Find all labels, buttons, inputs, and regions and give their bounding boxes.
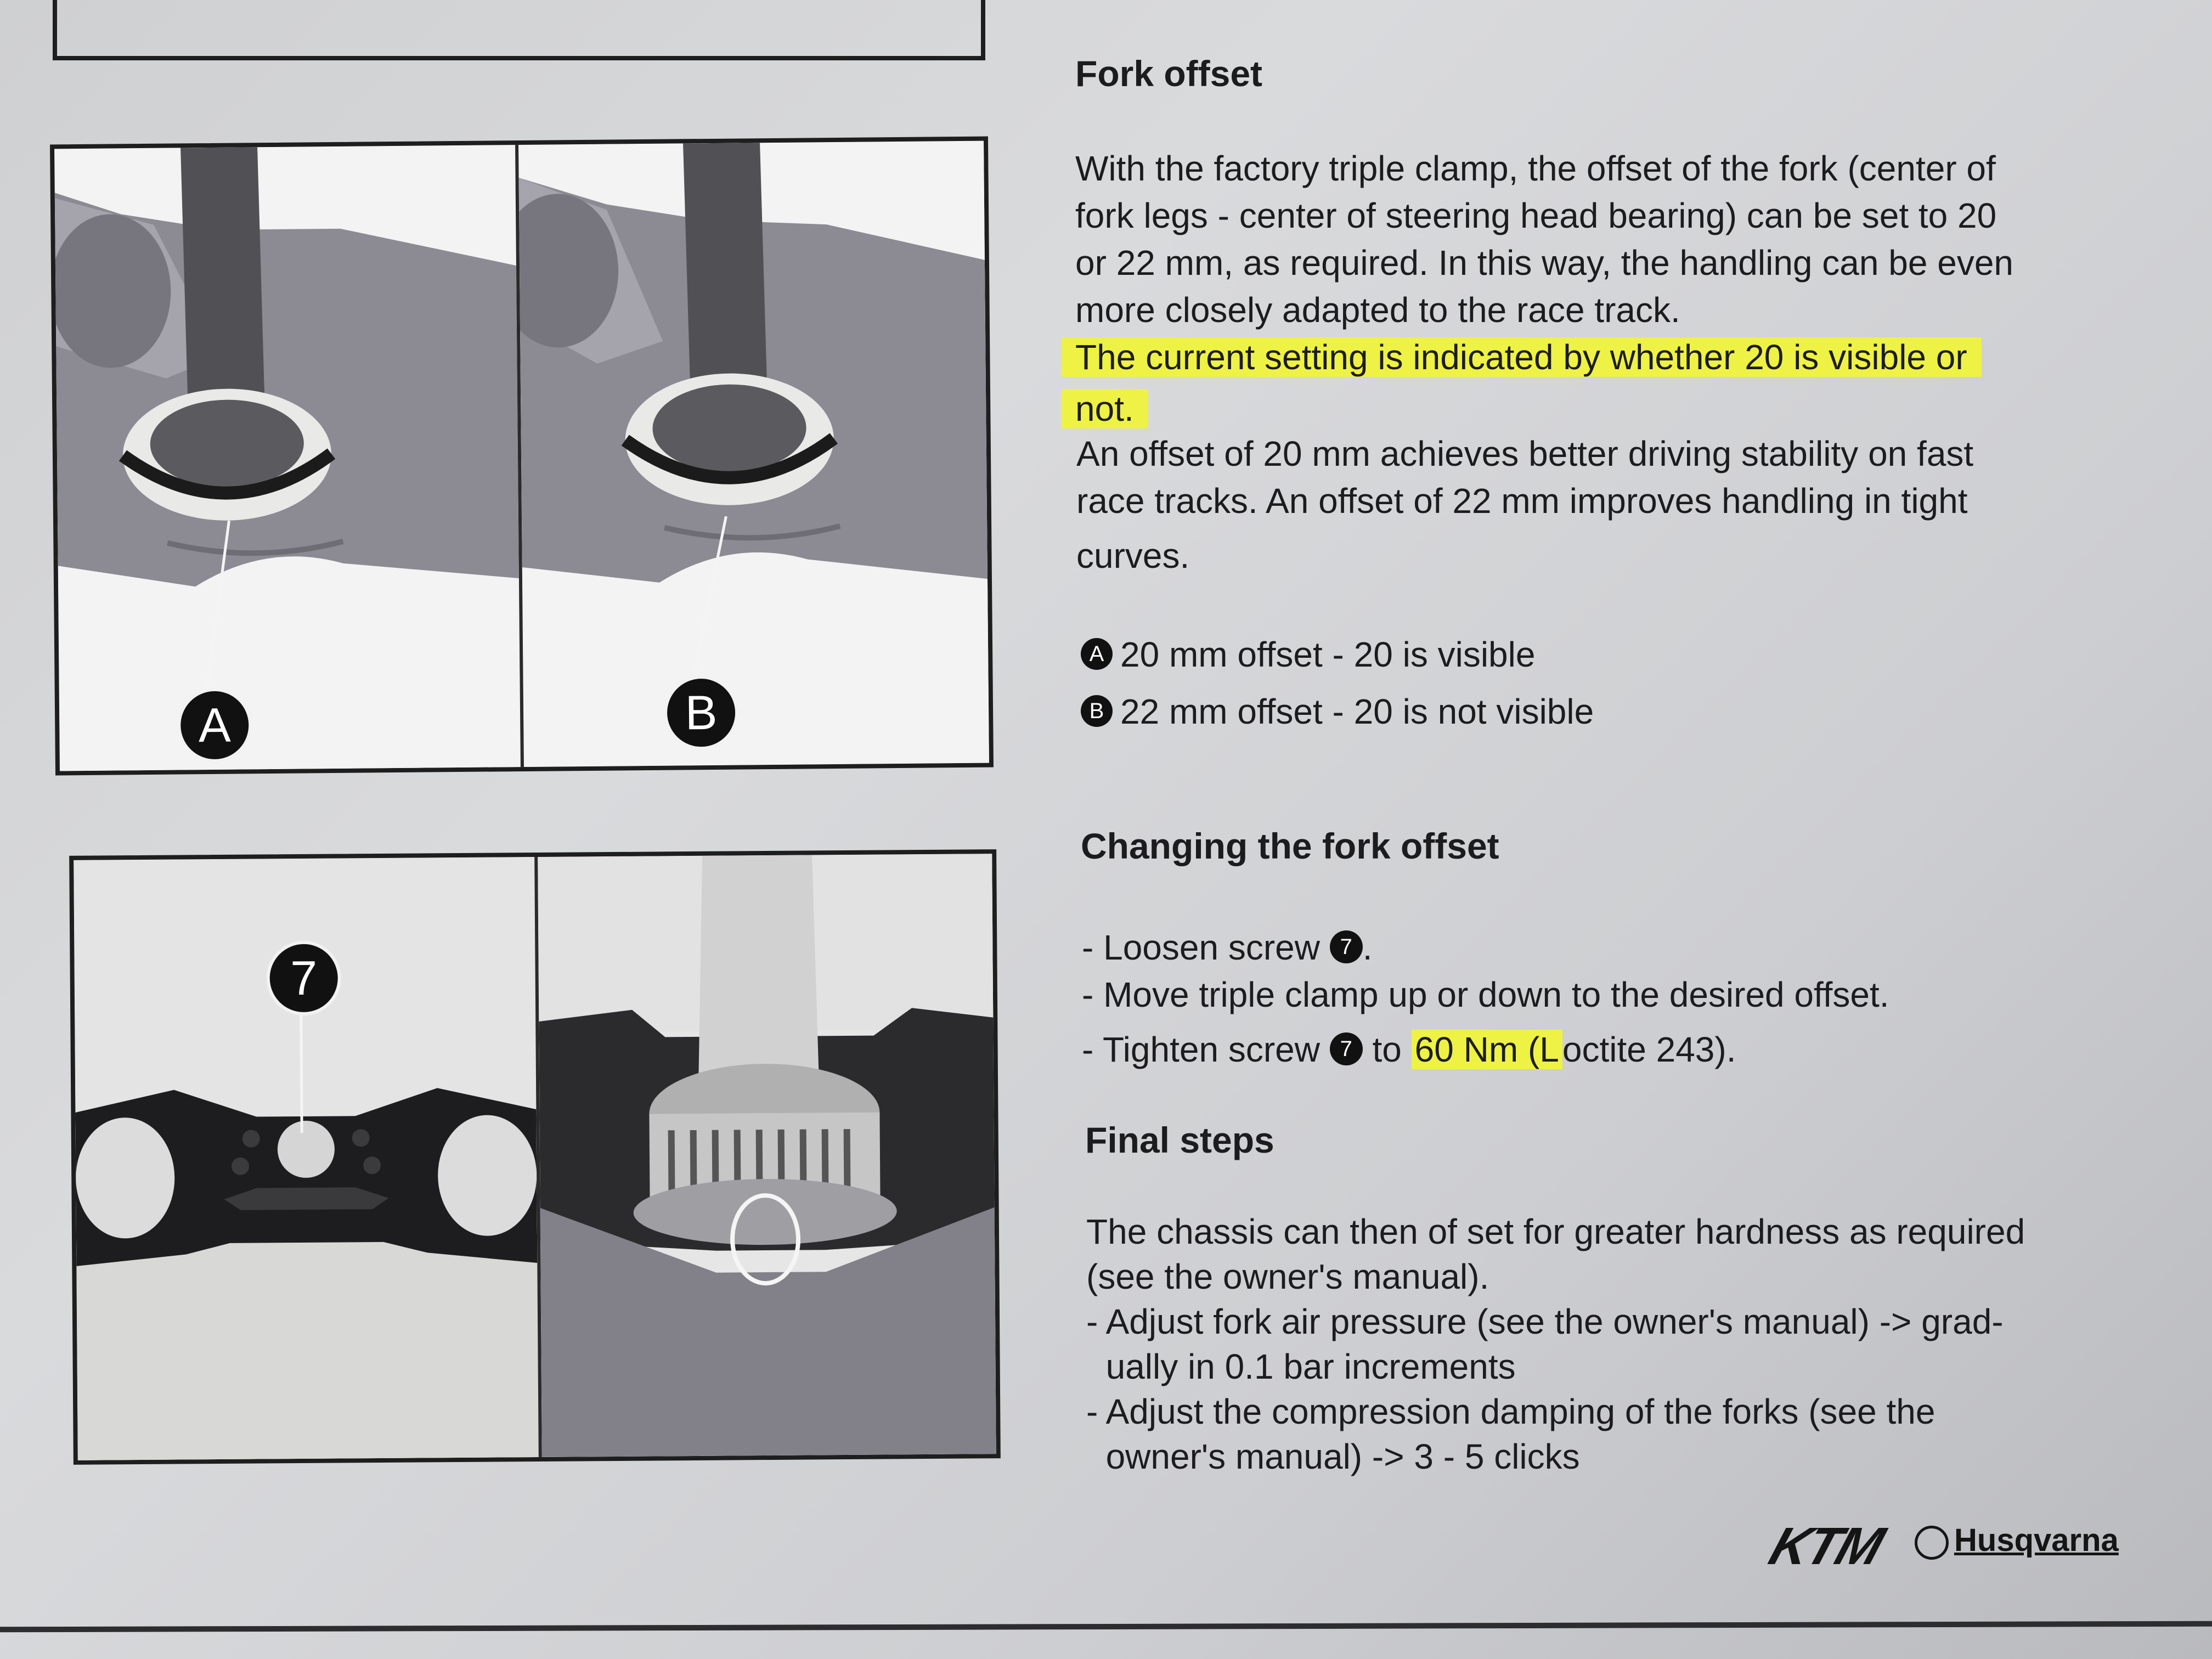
husqvarna-wordmark: Husqvarna <box>1954 1522 2119 1558</box>
panel-bearing <box>538 854 1001 1457</box>
heading-changing-fork-offset: Changing the fork offset <box>1081 826 1499 866</box>
heading-final-steps: Final steps <box>1085 1120 1274 1160</box>
step-tighten-screw <box>1082 1026 1736 1073</box>
callout-a: A <box>177 687 252 763</box>
fork-offset-highlight-line-1 <box>1061 334 1982 381</box>
fork-offset-line-2: fork legs - center of steering head bearing) can be set to 20 <box>1075 196 1997 235</box>
panel-b <box>518 141 994 767</box>
previous-figure-edge <box>53 0 985 60</box>
final-line-4: ually in 0.1 bar increments <box>1086 1347 1516 1386</box>
fork-offset-after-line-1: An offset of 20 mm achieves better driving stability on fast <box>1076 434 1974 473</box>
fork-offset-highlight-line-2 <box>1061 385 1148 432</box>
triple-clamp-b-illustration <box>518 141 994 767</box>
step1-text: - Loosen screw <box>1082 928 1320 967</box>
step3-text: - Tighten screw <box>1082 1030 1320 1069</box>
callout-b: B <box>664 675 739 751</box>
figure-offset-comparison <box>50 137 994 776</box>
husqvarna-logo <box>1915 1522 2119 1560</box>
triple-clamp-a-illustration <box>54 145 521 771</box>
screw-marker-icon-2: 7 <box>1330 1032 1363 1065</box>
fork-offset-line-3: or 22 mm, as required. In this way, the handling can be even <box>1075 243 2013 283</box>
step-move-triple-clamp: - Move triple clamp up or down to the desired offset. <box>1082 975 1889 1014</box>
legend-text-a: 20 mm offset - 20 is visible <box>1120 635 1536 674</box>
highlight-mark: The current setting is indicated by whether 20 is visible or <box>1061 337 1982 377</box>
final-line-1: The chassis can then of set for greater hardness as required <box>1086 1212 2025 1251</box>
panel-screw-location <box>74 857 539 1460</box>
fork-offset-line-1: With the factory triple clamp, the offset of the fork (center of <box>1075 149 1996 188</box>
panel-a <box>54 145 521 771</box>
legend-marker-a: A <box>1081 638 1113 670</box>
final-line-6: owner's manual) -> 3 - 5 clicks <box>1086 1437 1580 1476</box>
step1-end: . <box>1362 928 1373 967</box>
step-loosen-screw <box>1082 924 1373 971</box>
legend-text-b: 22 mm offset - 20 is not visible <box>1120 692 1594 731</box>
legend-item-b <box>1081 688 1594 735</box>
final-line-2: (see the owner's manual). <box>1086 1257 1489 1296</box>
fork-offset-line-4: more closely adapted to the race track. <box>1075 290 1680 330</box>
step3-to: to <box>1372 1030 1402 1069</box>
husqvarna-crown-icon <box>1915 1526 1949 1560</box>
ktm-logo: KTM <box>1762 1517 1889 1576</box>
page-bottom-edge <box>0 1621 2212 1633</box>
legend-marker-b: B <box>1081 695 1113 727</box>
fork-offset-after-line-2: race tracks. An offset of 22 mm improves handling in tight <box>1076 481 1968 521</box>
legend-item-a <box>1081 631 1535 678</box>
final-line-5: - Adjust the compression damping of the forks (see the <box>1086 1392 1936 1431</box>
screw-marker-icon: 7 <box>1330 930 1363 963</box>
figure-changing-offset <box>69 849 1001 1465</box>
heading-fork-offset: Fork offset <box>1075 53 1263 94</box>
step3-end: octite 243). <box>1562 1030 1736 1069</box>
callout-7: 7 <box>266 940 341 1015</box>
torque-highlight: 60 Nm (L <box>1412 1030 1562 1069</box>
highlight-mark-2: not. <box>1061 389 1148 428</box>
steering-bearing-illustration <box>538 854 1001 1457</box>
fork-offset-after-line-3: curves. <box>1076 536 1190 575</box>
final-line-3: - Adjust fork air pressure (see the owner's manual) -> grad- <box>1086 1302 2004 1341</box>
